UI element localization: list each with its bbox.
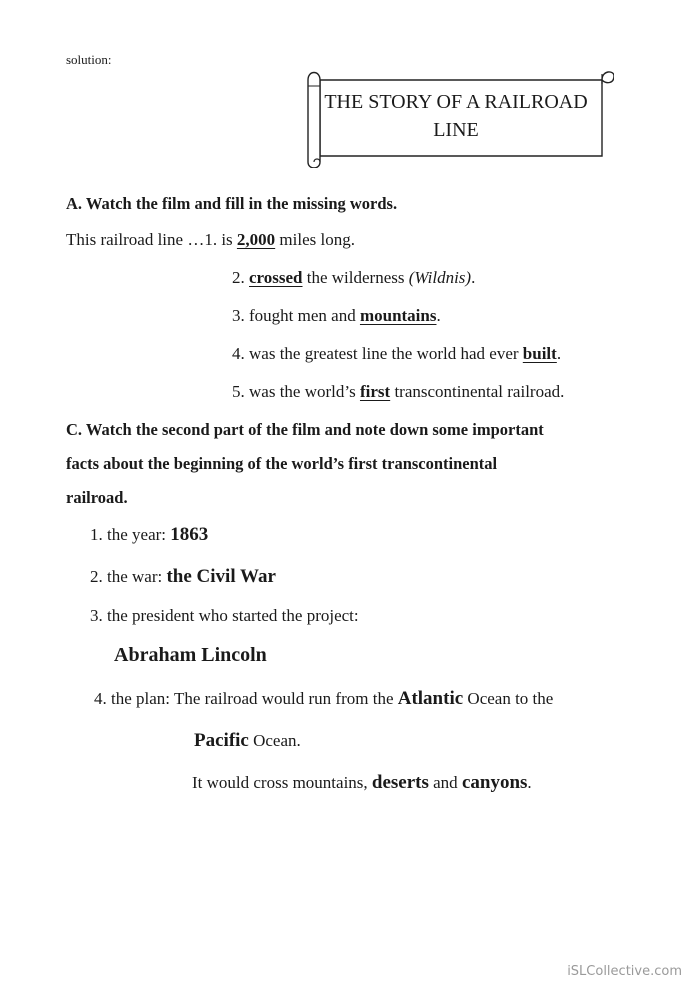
question-plan-line-1: [94, 688, 553, 710]
answer-word: first: [359, 382, 391, 401]
item-before: was the world’s: [249, 382, 360, 401]
item-before: was the greatest line the world had ever: [249, 344, 523, 363]
item-number: 2.: [232, 268, 245, 287]
answer-year: 1863: [170, 524, 209, 545]
question-year: [90, 524, 208, 546]
item-end: .: [471, 268, 476, 287]
answer-atlantic: Atlantic: [397, 688, 464, 709]
question-plan-line-2: [194, 730, 301, 752]
translation-note: (Wildnis): [408, 268, 472, 287]
section-c-heading-line-1: C. Watch the second part of the film and note down some important: [66, 420, 544, 439]
question-president: 3. the president who started the project:: [90, 606, 359, 625]
section-a-item-2: [232, 268, 475, 288]
item-number: 5.: [232, 382, 245, 401]
answer-word: crossed: [249, 268, 303, 287]
question-war: [90, 566, 276, 588]
page-title: THE STORY OF A RAILROAD LINE: [324, 91, 588, 141]
section-c-heading-line-3: railroad.: [66, 488, 128, 507]
answer-deserts: deserts: [371, 772, 429, 793]
item-after: transcontinental railroad.: [390, 382, 565, 401]
plan-text: It would cross mountains,: [192, 773, 372, 792]
plan-text: .: [527, 773, 532, 792]
answer-word: built: [522, 344, 557, 363]
question-label: 2. the war:: [90, 567, 163, 586]
lead-text: This railroad line …1.: [66, 230, 218, 249]
item-number: 3.: [232, 306, 245, 325]
answer-word: mountains: [359, 306, 437, 325]
section-a-heading: A. Watch the film and fill in the missing words.: [66, 194, 398, 213]
plan-text: Ocean to the: [463, 689, 554, 708]
item-after: miles long.: [275, 230, 355, 249]
section-a-item-5: [232, 382, 564, 402]
question-label: 4. the plan:: [94, 689, 171, 708]
answer-word: 2,000: [236, 230, 276, 249]
item-before: fought men and: [249, 306, 360, 325]
item-after: .: [436, 306, 441, 325]
plan-text: Ocean.: [248, 731, 301, 750]
question-plan-line-3: [192, 772, 532, 794]
title-scroll-banner: [300, 66, 614, 168]
answer-canyons: canyons: [461, 772, 528, 793]
section-a-item-4: [232, 344, 561, 364]
item-after: .: [556, 344, 562, 363]
question-label: 1. the year:: [90, 525, 166, 544]
plan-text: The railroad would run from the: [173, 689, 398, 708]
section-a-item-3: [232, 306, 441, 326]
answer-president: Abraham Lincoln: [114, 644, 267, 666]
item-after: the wilderness: [302, 268, 409, 287]
item-number: 4.: [232, 344, 245, 363]
section-c-heading-line-2: facts about the beginning of the world’s first transcontinental: [66, 454, 498, 473]
section-a-item-1: [66, 230, 355, 250]
solution-label: solution:: [66, 52, 112, 67]
item-before: is: [221, 230, 237, 249]
plan-text: and: [428, 773, 462, 792]
answer-war: the Civil War: [166, 566, 276, 587]
answer-pacific: Pacific: [194, 730, 249, 751]
watermark-footer: iSLCollective.com: [567, 964, 682, 979]
